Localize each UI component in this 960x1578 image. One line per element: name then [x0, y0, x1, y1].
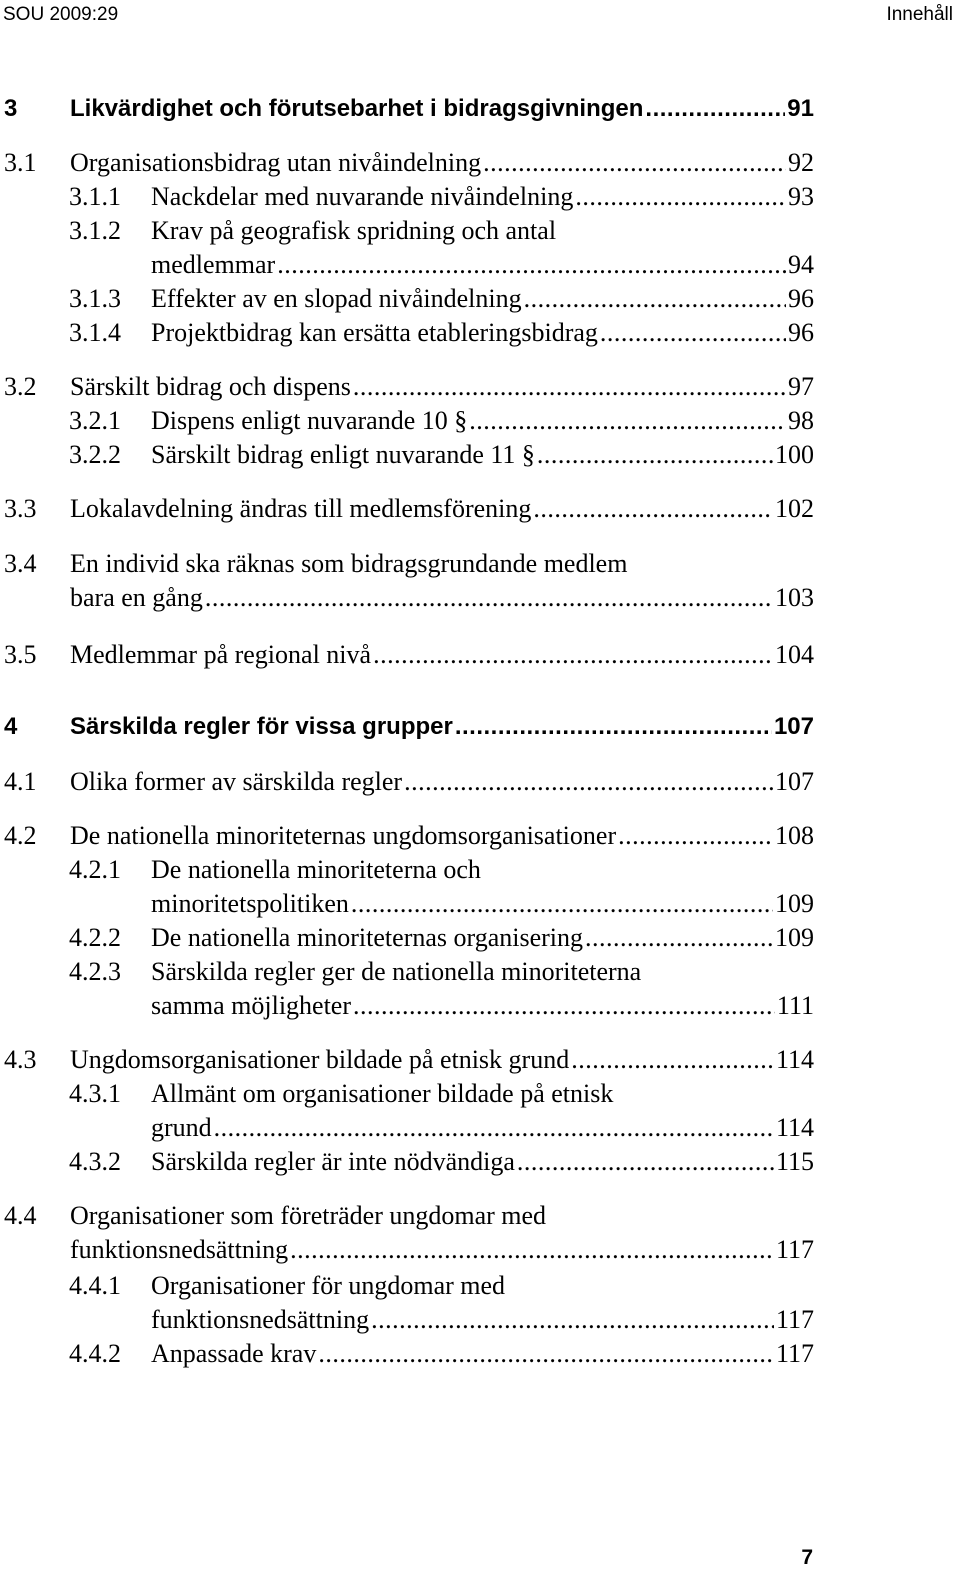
toc-entry-number: 3.4	[4, 549, 37, 578]
toc-entry-page: 115	[775, 1147, 814, 1176]
toc-subsection-entry[interactable]	[0, 955, 814, 1023]
toc-entry-page: 108	[775, 821, 814, 850]
toc-entry-number: 4	[4, 713, 18, 740]
toc-entry-page: 117	[775, 1235, 814, 1264]
dot-leader	[517, 1145, 774, 1179]
toc-entry-number: 4.2.3	[69, 957, 121, 986]
toc-subsection-entry[interactable]	[0, 921, 814, 955]
toc-entry-number: 3	[4, 95, 18, 122]
toc-entry-title: Likvärdighet och förutsebarhet i bidragsgivningen	[70, 95, 644, 122]
toc-entry-title: Särskilda regler ger de nationella minoriteterna	[151, 957, 642, 986]
dot-leader	[277, 248, 786, 282]
dot-leader	[645, 92, 785, 126]
toc-entry-number: 4.2.2	[69, 923, 121, 952]
toc-subsection-entry[interactable]	[0, 180, 814, 214]
toc-entry-page: 114	[775, 1113, 814, 1142]
toc-entry-title: Organisationer som företräder ungdomar med	[70, 1201, 547, 1230]
toc-entry-title: De nationella minoriteternas ungdomsorganisationer	[70, 821, 617, 850]
toc-subsection-entry[interactable]	[0, 404, 814, 438]
dot-leader	[373, 638, 773, 672]
dot-leader	[469, 404, 786, 438]
toc-entry-page: 98	[788, 406, 814, 435]
toc-entry-title: Nackdelar med nuvarande nivåindelning	[151, 182, 574, 211]
running-header-section: Innehåll	[886, 4, 953, 25]
toc-entry-page: 94	[788, 250, 814, 279]
toc-entry-title: Ungdomsorganisationer bildade på etnisk grund	[70, 1045, 570, 1074]
toc-entry-page: 104	[775, 640, 814, 669]
toc-entry-page: 96	[788, 284, 814, 313]
toc-entry-number: 3.1	[4, 148, 37, 177]
dot-leader	[353, 989, 775, 1023]
toc-entry-title: En individ ska räknas som bidragsgrundande medlem	[70, 549, 628, 578]
toc-entry-page: 97	[788, 372, 814, 401]
toc-entry-title: Effekter av en slopad nivåindelning	[151, 284, 522, 313]
toc-entry-title: medlemmar	[151, 250, 276, 279]
toc-entry-page: 114	[775, 1045, 814, 1074]
toc-entry-page: 92	[788, 148, 814, 177]
dot-leader	[575, 180, 786, 214]
dot-leader	[351, 887, 773, 921]
toc-subsection-entry[interactable]	[0, 1269, 814, 1337]
toc-entry-page: 91	[787, 95, 814, 122]
toc-entry-page: 93	[788, 182, 814, 211]
toc-entry-number: 3.1.4	[69, 318, 121, 347]
toc-subsection-entry[interactable]	[0, 282, 814, 316]
toc-entry-title: De nationella minoriteternas organisering	[151, 923, 583, 952]
toc-entry-title: minoritetspolitiken	[151, 889, 349, 918]
dot-leader	[318, 1337, 774, 1371]
toc-entry-title: Särskilda regler för vissa grupper	[70, 713, 453, 740]
toc-section-entry[interactable]	[0, 146, 814, 180]
toc-entry-number: 4.3.2	[69, 1147, 121, 1176]
toc-section-entry[interactable]	[0, 492, 814, 526]
toc-chapter-entry[interactable]	[0, 92, 814, 126]
running-header-report-id: SOU 2009:29	[3, 4, 119, 25]
toc-entry-number: 3.5	[4, 640, 37, 669]
toc-subsection-entry[interactable]	[0, 1077, 814, 1145]
dot-leader	[455, 710, 772, 744]
toc-entry-page: 117	[775, 1305, 814, 1334]
toc-entry-page: 111	[776, 991, 814, 1020]
toc-entry-number: 4.3.1	[69, 1079, 121, 1108]
toc-section-entry[interactable]	[0, 819, 814, 853]
dot-leader	[533, 492, 773, 526]
toc-entry-title: Särskilt bidrag enligt nuvarande 11 §	[151, 440, 535, 469]
toc-entry-number: 3.2.1	[69, 406, 121, 435]
dot-leader	[290, 1233, 774, 1267]
toc-entry-title: samma möjligheter	[151, 991, 352, 1020]
toc-entry-title: grund	[151, 1113, 212, 1142]
toc-subsection-entry[interactable]	[0, 1337, 814, 1371]
toc-entry-page: 117	[775, 1339, 814, 1368]
toc-entry-number: 3.1.3	[69, 284, 121, 313]
toc-chapter-entry[interactable]	[0, 710, 814, 744]
toc-entry-title: Anpassade krav	[151, 1339, 317, 1368]
toc-subsection-entry[interactable]	[0, 853, 814, 921]
toc-entry-number: 3.2.2	[69, 440, 121, 469]
toc-section-entry[interactable]	[0, 1199, 814, 1267]
toc-section-entry[interactable]	[0, 547, 814, 615]
toc-entry-number: 4.4	[4, 1201, 37, 1230]
toc-subsection-entry[interactable]	[0, 214, 814, 282]
toc-entry-page: 107	[775, 767, 814, 796]
dot-leader	[618, 819, 773, 853]
toc-entry-title: Medlemmar på regional nivå	[70, 640, 372, 669]
toc-entry-title: bara en gång	[70, 583, 203, 612]
toc-entry-number: 3.1.2	[69, 216, 121, 245]
toc-entry-title: De nationella minoriteterna och	[151, 855, 481, 884]
toc-entry-title: Dispens enligt nuvarande 10 §	[151, 406, 468, 435]
toc-entry-page: 100	[775, 440, 814, 469]
dot-leader	[571, 1043, 774, 1077]
dot-leader	[214, 1111, 774, 1145]
toc-entry-number: 4.4.1	[69, 1271, 121, 1300]
dot-leader	[205, 581, 773, 615]
dot-leader	[371, 1303, 774, 1337]
toc-section-entry[interactable]	[0, 1043, 814, 1077]
toc-entry-number: 4.3	[4, 1045, 37, 1074]
toc-entry-page: 96	[788, 318, 814, 347]
toc-entry-title: Särskilda regler är inte nödvändiga	[151, 1147, 515, 1176]
toc-entry-page: 102	[775, 494, 814, 523]
dot-leader	[483, 146, 786, 180]
toc-entry-number: 3.2	[4, 372, 37, 401]
toc-entry-page: 109	[775, 923, 814, 952]
toc-entry-page: 103	[775, 583, 814, 612]
toc-subsection-entry[interactable]	[0, 1145, 814, 1179]
toc-section-entry[interactable]	[0, 765, 814, 799]
toc-entry-number: 3.1.1	[69, 182, 121, 211]
dot-leader	[600, 316, 786, 350]
dot-leader	[353, 370, 786, 404]
toc-entry-title: Allmänt om organisationer bildade på etnisk	[151, 1079, 614, 1108]
toc-entry-number: 3.3	[4, 494, 37, 523]
toc-entry-page: 109	[775, 889, 814, 918]
toc-subsection-entry[interactable]	[0, 438, 814, 472]
dot-leader	[524, 282, 786, 316]
toc-entry-title: Krav på geografisk spridning och antal	[151, 216, 557, 245]
toc-entry-title: Lokalavdelning ändras till medlemsförening	[70, 494, 532, 523]
toc-entry-title: Organisationer för ungdomar med	[151, 1271, 506, 1300]
toc-entry-page: 107	[773, 713, 814, 740]
dot-leader	[404, 765, 773, 799]
toc-entry-number: 4.4.2	[69, 1339, 121, 1368]
toc-section-entry[interactable]	[0, 370, 814, 404]
dot-leader	[537, 438, 773, 472]
toc-entry-number: 4.1	[4, 767, 37, 796]
toc-subsection-entry[interactable]	[0, 316, 814, 350]
page-number: 7	[801, 1546, 813, 1569]
toc-entry-title: funktionsnedsättning	[151, 1305, 370, 1334]
toc-entry-title: funktionsnedsättning	[70, 1235, 289, 1264]
toc-entry-title: Särskilt bidrag och dispens	[70, 372, 351, 401]
toc-section-entry[interactable]	[0, 638, 814, 672]
toc-entry-title: Projektbidrag kan ersätta etableringsbidrag	[151, 318, 598, 347]
dot-leader	[585, 921, 773, 955]
toc-entry-number: 4.2.1	[69, 855, 121, 884]
toc-entry-title: Olika former av särskilda regler	[70, 767, 403, 796]
toc-entry-title: Organisationsbidrag utan nivåindelning	[70, 148, 482, 177]
toc-entry-number: 4.2	[4, 821, 37, 850]
